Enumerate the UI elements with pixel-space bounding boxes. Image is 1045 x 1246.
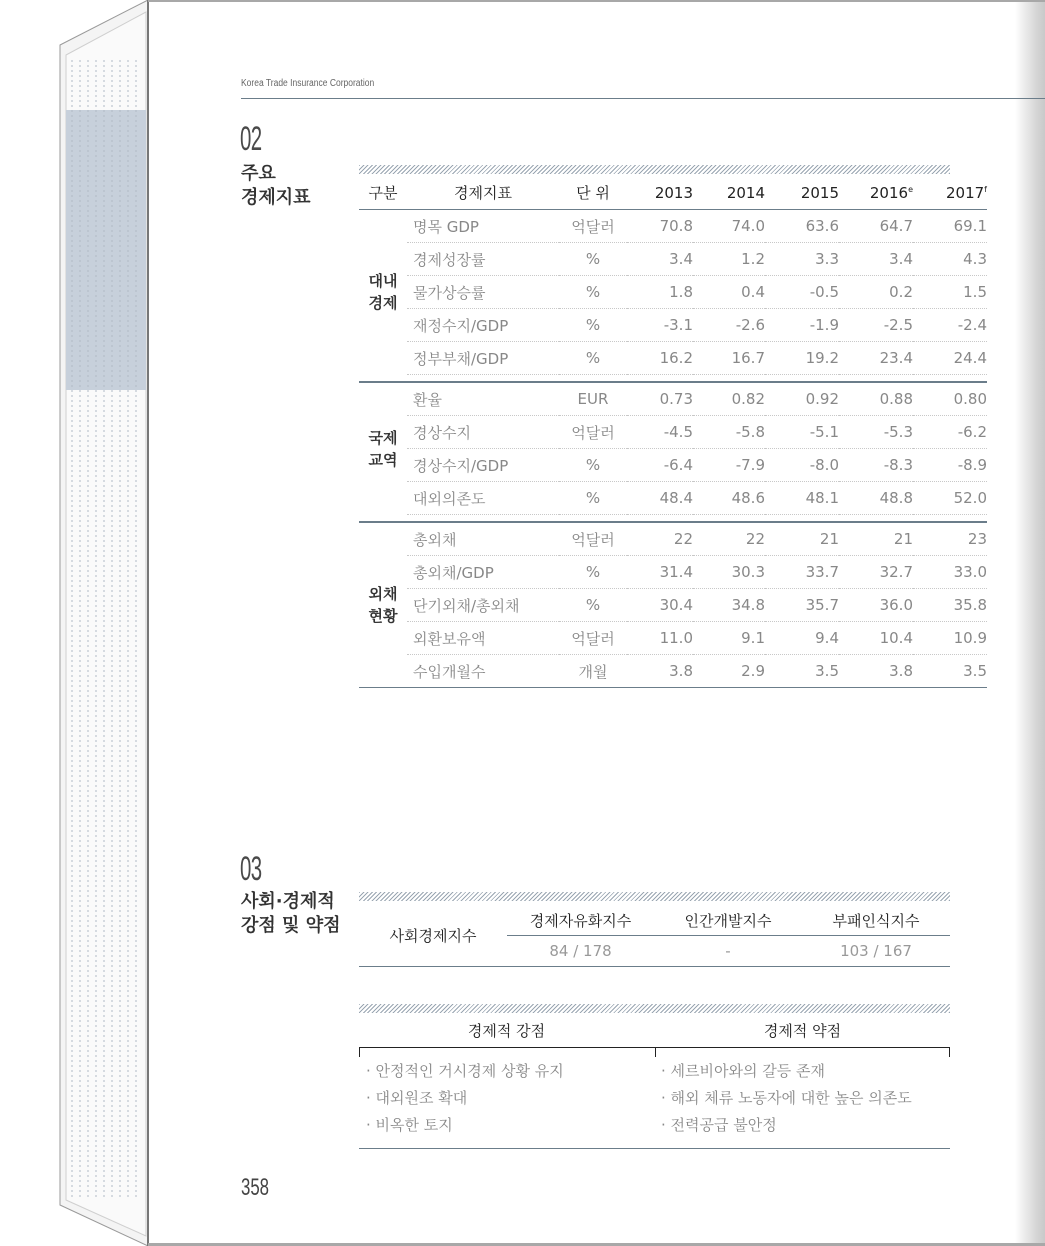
indicator-value: 0.80 xyxy=(913,382,987,416)
indicator-value: 48.4 xyxy=(627,482,693,515)
indicator-value: 30.3 xyxy=(693,556,765,589)
hatch-bar xyxy=(359,165,950,174)
section-title-line1: 사회·경제적 xyxy=(241,891,335,912)
table-row xyxy=(359,589,987,622)
indicator-name: 재정수지/GDP xyxy=(407,309,559,342)
book-page-stack xyxy=(0,0,150,1246)
indicator-value: 0.88 xyxy=(839,382,913,416)
indicator-name: 물가상승률 xyxy=(407,276,559,309)
indicator-value: 36.0 xyxy=(839,589,913,622)
indicator-value: 10.4 xyxy=(839,622,913,655)
indicator-value: 3.4 xyxy=(627,243,693,276)
indicator-value: -6.4 xyxy=(627,449,693,482)
strengths-list xyxy=(366,1060,564,1141)
indicator-name: 환율 xyxy=(407,382,559,416)
indicator-value: 52.0 xyxy=(913,482,987,515)
indicator-value: 34.8 xyxy=(693,589,765,622)
table-row xyxy=(359,243,987,276)
indicator-value: -6.2 xyxy=(913,416,987,449)
indicator-name: 명목 GDP xyxy=(407,210,559,243)
indicator-value: -5.8 xyxy=(693,416,765,449)
indicator-name: 대외의존도 xyxy=(407,482,559,515)
table-row xyxy=(359,210,987,243)
indicator-value: 23.4 xyxy=(839,342,913,375)
indicator-value: 24.4 xyxy=(913,342,987,375)
indicator-unit: % xyxy=(559,342,627,375)
rule-tick xyxy=(655,1047,656,1057)
indicator-unit: 개월 xyxy=(559,655,627,688)
indicator-value: 19.2 xyxy=(765,342,839,375)
indicator-name: 수입개월수 xyxy=(407,655,559,688)
header-2015: 2015 xyxy=(765,176,839,210)
list-item: · 해외 체류 노동자에 대한 높은 의존도 xyxy=(661,1089,912,1107)
list-item: · 대외원조 확대 xyxy=(366,1089,468,1107)
indicator-name: 경제성장률 xyxy=(407,243,559,276)
indicator-name: 경상수지/GDP xyxy=(407,449,559,482)
indicator-value: 3.8 xyxy=(839,655,913,688)
indicator-value: 3.3 xyxy=(765,243,839,276)
col-economic-freedom: 경제자유화지수 xyxy=(507,905,654,936)
list-item: · 안정적인 거시경제 상황 유지 xyxy=(366,1062,564,1080)
hatch-bar xyxy=(359,1004,950,1013)
indicator-unit: % xyxy=(559,276,627,309)
indicator-value: -0.5 xyxy=(765,276,839,309)
indicator-value: -2.5 xyxy=(839,309,913,342)
indicator-value: -3.1 xyxy=(627,309,693,342)
indicator-value: 48.1 xyxy=(765,482,839,515)
running-head: Korea Trade Insurance Corporation xyxy=(241,78,375,89)
indicator-unit: 억달러 xyxy=(559,522,627,556)
indicator-value: -8.9 xyxy=(913,449,987,482)
indicator-value: 10.9 xyxy=(913,622,987,655)
indicator-value: 0.2 xyxy=(839,276,913,309)
table-row xyxy=(359,522,987,556)
indicator-value: -5.3 xyxy=(839,416,913,449)
header-unit: 단 위 xyxy=(559,176,627,210)
indicator-value: 9.1 xyxy=(693,622,765,655)
indicator-value: 64.7 xyxy=(839,210,913,243)
section-title-line1: 주요 xyxy=(241,163,276,184)
val-human-development: - xyxy=(654,936,802,967)
hatch-bar xyxy=(359,892,950,901)
indicator-value: 1.2 xyxy=(693,243,765,276)
header-2013: 2013 xyxy=(627,176,693,210)
rule-tick xyxy=(949,1047,950,1057)
section-number-03: 03 xyxy=(240,850,262,888)
section-title-line2: 강점 및 약점 xyxy=(241,915,341,936)
table-row xyxy=(359,449,987,482)
weaknesses-title: 경제적 약점 xyxy=(763,1022,842,1040)
group-separator xyxy=(359,515,987,523)
section-title-line2: 경제지표 xyxy=(241,187,311,208)
table-row xyxy=(359,309,987,342)
header-indicator: 경제지표 xyxy=(407,176,559,210)
indicator-value: 48.8 xyxy=(839,482,913,515)
group-separator xyxy=(359,375,987,383)
strengths-title: 경제적 강점 xyxy=(467,1022,546,1040)
group-label xyxy=(359,382,407,515)
group-label-line1: 대내 xyxy=(368,272,398,291)
weaknesses-list xyxy=(661,1060,912,1141)
economic-indicators-table xyxy=(359,176,987,688)
indicator-value: 63.6 xyxy=(765,210,839,243)
indicator-value: 22 xyxy=(693,522,765,556)
indicator-value: -2.6 xyxy=(693,309,765,342)
indicator-value: 48.6 xyxy=(693,482,765,515)
page-number: 358 xyxy=(241,1174,270,1201)
col-corruption-perception: 부패인식지수 xyxy=(802,905,950,936)
indicator-unit: EUR xyxy=(559,382,627,416)
group-label xyxy=(359,210,407,375)
indicator-value: 0.4 xyxy=(693,276,765,309)
section-title-02 xyxy=(241,162,311,210)
indicator-value: 22 xyxy=(627,522,693,556)
indicator-value: 2.9 xyxy=(693,655,765,688)
indicator-unit: 억달러 xyxy=(559,622,627,655)
group-label-line2: 경제 xyxy=(368,294,398,313)
indicator-name: 정부부채/GDP xyxy=(407,342,559,375)
indicator-value: 0.82 xyxy=(693,382,765,416)
list-item: · 세르비아와의 갈등 존재 xyxy=(661,1062,825,1080)
indicator-value: 3.4 xyxy=(839,243,913,276)
header-2014: 2014 xyxy=(693,176,765,210)
indicator-unit: % xyxy=(559,589,627,622)
indicator-value: 16.7 xyxy=(693,342,765,375)
group-label-line1: 국제 xyxy=(368,428,398,447)
indicator-value: -4.5 xyxy=(627,416,693,449)
indicator-name: 총외채 xyxy=(407,522,559,556)
list-item: · 비옥한 토지 xyxy=(366,1116,453,1134)
rule-tick xyxy=(359,1047,360,1057)
indicator-name: 경상수지 xyxy=(407,416,559,449)
table-row xyxy=(359,556,987,589)
table-row xyxy=(359,655,987,688)
table-row xyxy=(359,416,987,449)
indicator-unit: % xyxy=(559,243,627,276)
indicator-value: 0.92 xyxy=(765,382,839,416)
indicator-value: 9.4 xyxy=(765,622,839,655)
table-row xyxy=(359,276,987,309)
indicator-value: 74.0 xyxy=(693,210,765,243)
page-top-border xyxy=(148,0,1045,2)
indicator-value: 35.7 xyxy=(765,589,839,622)
val-economic-freedom: 84 / 178 xyxy=(507,936,654,967)
indicator-unit: % xyxy=(559,449,627,482)
indicator-name: 단기외채/총외채 xyxy=(407,589,559,622)
indicator-value: 4.3 xyxy=(913,243,987,276)
indicator-unit: % xyxy=(559,482,627,515)
header-2017: 2017$^f$ xyxy=(913,176,987,210)
indicator-value: 1.5 xyxy=(913,276,987,309)
header-group: 구분 xyxy=(359,176,407,210)
page-right-shadow xyxy=(1015,0,1045,1246)
indicator-value: 30.4 xyxy=(627,589,693,622)
table-header-row xyxy=(359,176,987,210)
group-label-line2: 현황 xyxy=(368,607,398,625)
bottom-rule xyxy=(359,1148,950,1149)
header-rule xyxy=(241,98,1045,99)
col-human-development: 인간개발지수 xyxy=(654,905,802,936)
indicator-value: 69.1 xyxy=(913,210,987,243)
indicator-value: 21 xyxy=(839,522,913,556)
group-label-line1: 외채 xyxy=(368,585,398,603)
indicator-value: 21 xyxy=(765,522,839,556)
indicators-body xyxy=(359,210,987,688)
indicator-unit: 억달러 xyxy=(559,210,627,243)
indicator-value: -2.4 xyxy=(913,309,987,342)
indicator-value: 3.5 xyxy=(765,655,839,688)
indicator-value: -7.9 xyxy=(693,449,765,482)
section-title-03 xyxy=(241,890,340,938)
social-indices-table xyxy=(359,905,950,967)
indicator-value: -1.9 xyxy=(765,309,839,342)
indicator-value: 11.0 xyxy=(627,622,693,655)
indicator-value: 32.7 xyxy=(839,556,913,589)
indicator-unit: % xyxy=(559,556,627,589)
indicator-unit: % xyxy=(559,309,627,342)
indicator-value: -5.1 xyxy=(765,416,839,449)
indicator-value: 70.8 xyxy=(627,210,693,243)
val-corruption-perception: 103 / 167 xyxy=(802,936,950,967)
indicator-name: 외환보유액 xyxy=(407,622,559,655)
group-label xyxy=(359,522,407,688)
indicator-value: -8.3 xyxy=(839,449,913,482)
group-label-line2: 교역 xyxy=(368,450,398,469)
list-item: · 전력공급 불안정 xyxy=(661,1116,777,1134)
indicator-value: 3.5 xyxy=(913,655,987,688)
indicator-value: 31.4 xyxy=(627,556,693,589)
table-row xyxy=(359,482,987,515)
indicator-value: 23 xyxy=(913,522,987,556)
indicator-unit: 억달러 xyxy=(559,416,627,449)
indicator-value: -8.0 xyxy=(765,449,839,482)
table-row xyxy=(359,382,987,416)
table-row xyxy=(359,622,987,655)
indicator-value: 1.8 xyxy=(627,276,693,309)
indicator-value: 33.7 xyxy=(765,556,839,589)
indicator-value: 33.0 xyxy=(913,556,987,589)
section-number-02: 02 xyxy=(240,120,262,158)
indicator-value: 35.8 xyxy=(913,589,987,622)
indicator-value: 3.8 xyxy=(627,655,693,688)
social-row-label: 사회경제지수 xyxy=(359,905,507,967)
indicator-value: 0.73 xyxy=(627,382,693,416)
indicator-name: 총외채/GDP xyxy=(407,556,559,589)
indicator-value: 16.2 xyxy=(627,342,693,375)
header-2016: 2016e xyxy=(839,176,913,210)
table-row xyxy=(359,342,987,375)
